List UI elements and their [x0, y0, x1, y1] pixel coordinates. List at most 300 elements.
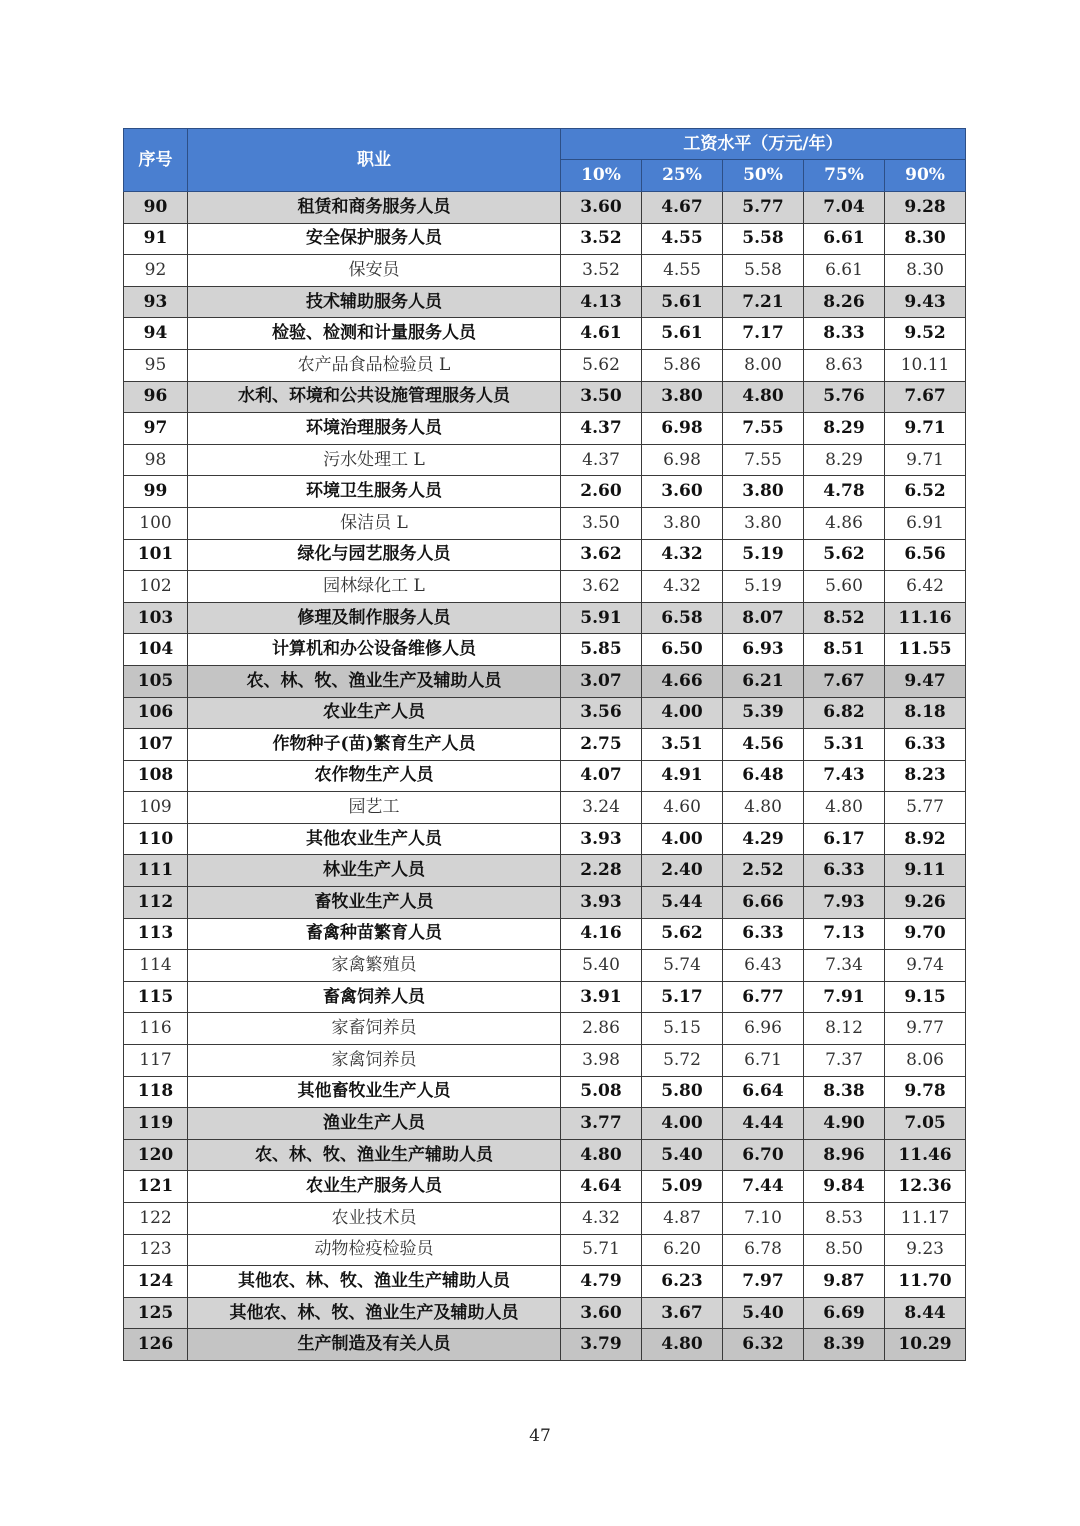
row-p90: 6.42	[885, 571, 966, 603]
row-index: 92	[124, 255, 188, 287]
row-p90: 9.71	[885, 444, 966, 476]
row-p50: 5.58	[723, 223, 804, 255]
row-p90: 5.77	[885, 792, 966, 824]
row-p25: 4.00	[642, 697, 723, 729]
row-p10: 2.75	[561, 729, 642, 761]
row-job: 其他农业生产人员	[188, 823, 561, 855]
row-p75: 6.69	[804, 1297, 885, 1329]
row-job: 绿化与园艺服务人员	[188, 539, 561, 571]
row-p75: 6.61	[804, 255, 885, 287]
header-p75: 75%	[804, 160, 885, 192]
row-job: 园艺工	[188, 792, 561, 824]
row-p75: 7.43	[804, 760, 885, 792]
row-p50: 6.32	[723, 1329, 804, 1361]
row-job: 家禽饲养员	[188, 1045, 561, 1077]
row-p90: 8.18	[885, 697, 966, 729]
row-p90: 9.15	[885, 981, 966, 1013]
row-p50: 7.44	[723, 1171, 804, 1203]
row-p90: 11.16	[885, 602, 966, 634]
row-p50: 5.40	[723, 1297, 804, 1329]
table-row	[124, 634, 966, 666]
table-row	[124, 697, 966, 729]
row-job: 农业技术员	[188, 1203, 561, 1235]
row-p50: 6.71	[723, 1045, 804, 1077]
row-p90: 10.29	[885, 1329, 966, 1361]
row-p75: 5.76	[804, 381, 885, 413]
row-p75: 8.50	[804, 1234, 885, 1266]
row-job: 农产品食品检验员 L	[188, 349, 561, 381]
row-job: 家禽繁殖员	[188, 950, 561, 982]
row-p10: 2.28	[561, 855, 642, 887]
row-p25: 5.74	[642, 950, 723, 982]
row-p10: 4.32	[561, 1203, 642, 1235]
row-index: 104	[124, 634, 188, 666]
row-p50: 3.80	[723, 476, 804, 508]
table-row	[124, 665, 966, 697]
row-job: 租赁和商务服务人员	[188, 192, 561, 224]
row-p75: 7.91	[804, 981, 885, 1013]
row-p90: 8.30	[885, 223, 966, 255]
table-row	[124, 1045, 966, 1077]
row-p90: 9.77	[885, 1013, 966, 1045]
row-p75: 6.61	[804, 223, 885, 255]
row-p50: 6.33	[723, 918, 804, 950]
row-p10: 3.77	[561, 1108, 642, 1140]
row-job: 生产制造及有关人员	[188, 1329, 561, 1361]
row-p25: 4.87	[642, 1203, 723, 1235]
row-job: 农、林、牧、渔业生产及辅助人员	[188, 665, 561, 697]
row-p25: 4.60	[642, 792, 723, 824]
row-p50: 5.39	[723, 697, 804, 729]
row-p90: 6.56	[885, 539, 966, 571]
table-row	[124, 729, 966, 761]
row-p50: 6.96	[723, 1013, 804, 1045]
table-row	[124, 507, 966, 539]
wage-table	[123, 128, 966, 1361]
row-p25: 5.61	[642, 318, 723, 350]
row-p75: 7.34	[804, 950, 885, 982]
row-job: 环境卫生服务人员	[188, 476, 561, 508]
row-job: 农、林、牧、渔业生产辅助人员	[188, 1139, 561, 1171]
row-p10: 4.37	[561, 413, 642, 445]
row-p10: 4.07	[561, 760, 642, 792]
row-p10: 3.62	[561, 571, 642, 603]
row-index: 119	[124, 1108, 188, 1140]
row-p10: 3.50	[561, 381, 642, 413]
row-index: 95	[124, 349, 188, 381]
row-job: 畜牧业生产人员	[188, 887, 561, 919]
row-p75: 8.52	[804, 602, 885, 634]
table-row	[124, 318, 966, 350]
row-job: 其他农、林、牧、渔业生产辅助人员	[188, 1266, 561, 1298]
row-p10: 2.86	[561, 1013, 642, 1045]
row-p75: 8.96	[804, 1139, 885, 1171]
row-p25: 6.23	[642, 1266, 723, 1298]
row-p25: 3.60	[642, 476, 723, 508]
row-p75: 8.29	[804, 444, 885, 476]
row-p75: 8.39	[804, 1329, 885, 1361]
table-row	[124, 855, 966, 887]
row-p10: 3.98	[561, 1045, 642, 1077]
row-p25: 4.00	[642, 823, 723, 855]
row-p25: 5.80	[642, 1076, 723, 1108]
row-job: 林业生产人员	[188, 855, 561, 887]
row-p50: 6.70	[723, 1139, 804, 1171]
row-p50: 7.10	[723, 1203, 804, 1235]
row-p25: 6.50	[642, 634, 723, 666]
row-p25: 4.91	[642, 760, 723, 792]
row-job: 检验、检测和计量服务人员	[188, 318, 561, 350]
row-p25: 5.40	[642, 1139, 723, 1171]
row-index: 102	[124, 571, 188, 603]
row-p90: 9.71	[885, 413, 966, 445]
row-p90: 6.33	[885, 729, 966, 761]
row-p10: 4.64	[561, 1171, 642, 1203]
row-p75: 4.90	[804, 1108, 885, 1140]
row-p25: 6.58	[642, 602, 723, 634]
row-p90: 10.11	[885, 349, 966, 381]
row-p50: 7.55	[723, 444, 804, 476]
row-p10: 3.24	[561, 792, 642, 824]
row-p50: 4.80	[723, 381, 804, 413]
row-p75: 5.62	[804, 539, 885, 571]
row-p25: 3.80	[642, 381, 723, 413]
row-job: 渔业生产人员	[188, 1108, 561, 1140]
row-p75: 8.63	[804, 349, 885, 381]
table-row	[124, 760, 966, 792]
row-p90: 6.91	[885, 507, 966, 539]
row-index: 113	[124, 918, 188, 950]
header-p90: 90%	[885, 160, 966, 192]
row-index: 114	[124, 950, 188, 982]
row-p90: 11.55	[885, 634, 966, 666]
table-row	[124, 571, 966, 603]
row-index: 121	[124, 1171, 188, 1203]
row-p90: 8.44	[885, 1297, 966, 1329]
row-p50: 6.21	[723, 665, 804, 697]
table-row	[124, 223, 966, 255]
table-row	[124, 286, 966, 318]
row-p10: 5.62	[561, 349, 642, 381]
row-index: 90	[124, 192, 188, 224]
row-p25: 5.17	[642, 981, 723, 1013]
row-index: 108	[124, 760, 188, 792]
row-p10: 3.62	[561, 539, 642, 571]
row-p25: 5.44	[642, 887, 723, 919]
table-row	[124, 1171, 966, 1203]
row-p10: 3.60	[561, 192, 642, 224]
row-index: 97	[124, 413, 188, 445]
row-p75: 7.93	[804, 887, 885, 919]
header-p50: 50%	[723, 160, 804, 192]
row-p90: 9.43	[885, 286, 966, 318]
row-index: 101	[124, 539, 188, 571]
row-job: 其他农、林、牧、渔业生产及辅助人员	[188, 1297, 561, 1329]
row-job: 环境治理服务人员	[188, 413, 561, 445]
row-p90: 9.47	[885, 665, 966, 697]
header-wage-level: 工资水平（万元/年）	[561, 129, 966, 160]
row-p90: 8.23	[885, 760, 966, 792]
row-index: 100	[124, 507, 188, 539]
row-p10: 5.40	[561, 950, 642, 982]
table-row	[124, 1234, 966, 1266]
row-index: 99	[124, 476, 188, 508]
table-row	[124, 255, 966, 287]
row-p90: 9.52	[885, 318, 966, 350]
row-p10: 3.93	[561, 887, 642, 919]
table-row	[124, 539, 966, 571]
row-p25: 4.00	[642, 1108, 723, 1140]
row-p90: 6.52	[885, 476, 966, 508]
row-p10: 3.91	[561, 981, 642, 1013]
row-p25: 3.67	[642, 1297, 723, 1329]
row-p25: 4.66	[642, 665, 723, 697]
row-p90: 9.11	[885, 855, 966, 887]
header-p10: 10%	[561, 160, 642, 192]
row-p75: 7.37	[804, 1045, 885, 1077]
row-job: 技术辅助服务人员	[188, 286, 561, 318]
row-p25: 3.80	[642, 507, 723, 539]
row-p50: 5.77	[723, 192, 804, 224]
row-index: 123	[124, 1234, 188, 1266]
row-p10: 5.08	[561, 1076, 642, 1108]
row-p75: 9.87	[804, 1266, 885, 1298]
row-index: 93	[124, 286, 188, 318]
row-p75: 8.26	[804, 286, 885, 318]
row-p75: 7.04	[804, 192, 885, 224]
row-p10: 3.52	[561, 255, 642, 287]
table-row	[124, 981, 966, 1013]
row-index: 98	[124, 444, 188, 476]
table-row	[124, 349, 966, 381]
row-p25: 4.32	[642, 539, 723, 571]
table-row	[124, 1329, 966, 1361]
row-job: 保洁员 L	[188, 507, 561, 539]
row-p10: 3.79	[561, 1329, 642, 1361]
row-job: 农业生产服务人员	[188, 1171, 561, 1203]
table-row	[124, 1266, 966, 1298]
row-p25: 2.40	[642, 855, 723, 887]
table-row	[124, 413, 966, 445]
table-row	[124, 823, 966, 855]
row-p10: 4.37	[561, 444, 642, 476]
row-p10: 2.60	[561, 476, 642, 508]
row-job: 作物种子(苗)繁育生产人员	[188, 729, 561, 761]
row-p90: 9.23	[885, 1234, 966, 1266]
row-p50: 4.56	[723, 729, 804, 761]
row-index: 124	[124, 1266, 188, 1298]
row-p75: 8.12	[804, 1013, 885, 1045]
row-p50: 6.64	[723, 1076, 804, 1108]
row-p50: 2.52	[723, 855, 804, 887]
row-p90: 11.46	[885, 1139, 966, 1171]
header-index: 序号	[124, 129, 188, 192]
row-p25: 6.20	[642, 1234, 723, 1266]
row-p50: 8.07	[723, 602, 804, 634]
table-row	[124, 476, 966, 508]
row-p10: 5.91	[561, 602, 642, 634]
row-index: 96	[124, 381, 188, 413]
row-p25: 5.15	[642, 1013, 723, 1045]
page-number: 47	[529, 1426, 551, 1446]
row-job: 计算机和办公设备维修人员	[188, 634, 561, 666]
row-p90: 12.36	[885, 1171, 966, 1203]
row-p25: 3.51	[642, 729, 723, 761]
row-p75: 4.78	[804, 476, 885, 508]
table-row	[124, 1297, 966, 1329]
row-p50: 4.29	[723, 823, 804, 855]
row-index: 109	[124, 792, 188, 824]
row-p90: 11.17	[885, 1203, 966, 1235]
row-p25: 5.86	[642, 349, 723, 381]
row-p50: 3.80	[723, 507, 804, 539]
row-index: 110	[124, 823, 188, 855]
row-job: 园林绿化工 L	[188, 571, 561, 603]
row-p50: 6.43	[723, 950, 804, 982]
row-p10: 3.93	[561, 823, 642, 855]
table-row	[124, 1203, 966, 1235]
row-index: 107	[124, 729, 188, 761]
table-row	[124, 950, 966, 982]
row-p25: 5.09	[642, 1171, 723, 1203]
row-p75: 8.29	[804, 413, 885, 445]
row-p25: 4.67	[642, 192, 723, 224]
row-job: 其他畜牧业生产人员	[188, 1076, 561, 1108]
row-p25: 6.98	[642, 444, 723, 476]
row-p50: 7.97	[723, 1266, 804, 1298]
row-job: 动物检疫检验员	[188, 1234, 561, 1266]
row-p10: 3.50	[561, 507, 642, 539]
row-p50: 4.44	[723, 1108, 804, 1140]
row-p10: 3.60	[561, 1297, 642, 1329]
row-p75: 7.13	[804, 918, 885, 950]
row-index: 105	[124, 665, 188, 697]
row-p25: 4.32	[642, 571, 723, 603]
row-p10: 4.80	[561, 1139, 642, 1171]
row-p50: 7.55	[723, 413, 804, 445]
row-p75: 6.17	[804, 823, 885, 855]
row-p10: 3.56	[561, 697, 642, 729]
row-p90: 9.70	[885, 918, 966, 950]
row-p90: 8.30	[885, 255, 966, 287]
row-p50: 6.77	[723, 981, 804, 1013]
table-header	[124, 129, 966, 192]
row-p90: 9.28	[885, 192, 966, 224]
row-index: 112	[124, 887, 188, 919]
row-index: 116	[124, 1013, 188, 1045]
row-index: 111	[124, 855, 188, 887]
row-p75: 4.80	[804, 792, 885, 824]
table-body	[124, 192, 966, 1361]
row-index: 118	[124, 1076, 188, 1108]
row-p75: 6.33	[804, 855, 885, 887]
row-index: 125	[124, 1297, 188, 1329]
row-p90: 9.74	[885, 950, 966, 982]
table-row	[124, 444, 966, 476]
row-job: 农作物生产人员	[188, 760, 561, 792]
row-index: 103	[124, 602, 188, 634]
row-p25: 4.80	[642, 1329, 723, 1361]
row-job: 畜禽饲养人员	[188, 981, 561, 1013]
table-row	[124, 381, 966, 413]
table-row	[124, 887, 966, 919]
table-row	[124, 1013, 966, 1045]
row-p10: 4.13	[561, 286, 642, 318]
row-p10: 4.79	[561, 1266, 642, 1298]
table-row	[124, 1108, 966, 1140]
row-p50: 6.66	[723, 887, 804, 919]
row-p90: 7.67	[885, 381, 966, 413]
row-job: 污水处理工 L	[188, 444, 561, 476]
row-job: 水利、环境和公共设施管理服务人员	[188, 381, 561, 413]
row-p50: 5.58	[723, 255, 804, 287]
table-row	[124, 918, 966, 950]
table-row	[124, 192, 966, 224]
row-p75: 9.84	[804, 1171, 885, 1203]
row-p25: 5.62	[642, 918, 723, 950]
row-p50: 6.93	[723, 634, 804, 666]
row-p75: 6.82	[804, 697, 885, 729]
row-index: 122	[124, 1203, 188, 1235]
row-job: 家畜饲养员	[188, 1013, 561, 1045]
row-p10: 5.85	[561, 634, 642, 666]
row-job: 保安员	[188, 255, 561, 287]
row-p10: 3.07	[561, 665, 642, 697]
row-p90: 8.06	[885, 1045, 966, 1077]
row-p10: 4.61	[561, 318, 642, 350]
row-p75: 5.60	[804, 571, 885, 603]
table-row	[124, 1139, 966, 1171]
row-p10: 4.16	[561, 918, 642, 950]
table-row	[124, 602, 966, 634]
table-row	[124, 792, 966, 824]
row-p50: 6.48	[723, 760, 804, 792]
row-p50: 7.21	[723, 286, 804, 318]
row-job: 畜禽种苗繁育人员	[188, 918, 561, 950]
row-p50: 6.78	[723, 1234, 804, 1266]
row-job: 修理及制作服务人员	[188, 602, 561, 634]
row-p75: 8.53	[804, 1203, 885, 1235]
row-p50: 5.19	[723, 539, 804, 571]
row-index: 106	[124, 697, 188, 729]
row-p50: 7.17	[723, 318, 804, 350]
row-p25: 4.55	[642, 223, 723, 255]
row-p25: 5.72	[642, 1045, 723, 1077]
row-p75: 4.86	[804, 507, 885, 539]
table-row	[124, 1076, 966, 1108]
row-p90: 9.26	[885, 887, 966, 919]
row-p90: 9.78	[885, 1076, 966, 1108]
header-job: 职业	[188, 129, 561, 192]
row-p90: 11.70	[885, 1266, 966, 1298]
row-index: 126	[124, 1329, 188, 1361]
row-p25: 6.98	[642, 413, 723, 445]
row-p75: 8.33	[804, 318, 885, 350]
row-job: 农业生产人员	[188, 697, 561, 729]
row-p25: 5.61	[642, 286, 723, 318]
row-p90: 7.05	[885, 1108, 966, 1140]
row-index: 115	[124, 981, 188, 1013]
row-index: 91	[124, 223, 188, 255]
row-p10: 5.71	[561, 1234, 642, 1266]
header-p25: 25%	[642, 160, 723, 192]
row-p50: 4.80	[723, 792, 804, 824]
row-index: 117	[124, 1045, 188, 1077]
row-p75: 8.38	[804, 1076, 885, 1108]
row-p75: 7.67	[804, 665, 885, 697]
row-p25: 4.55	[642, 255, 723, 287]
row-p10: 3.52	[561, 223, 642, 255]
